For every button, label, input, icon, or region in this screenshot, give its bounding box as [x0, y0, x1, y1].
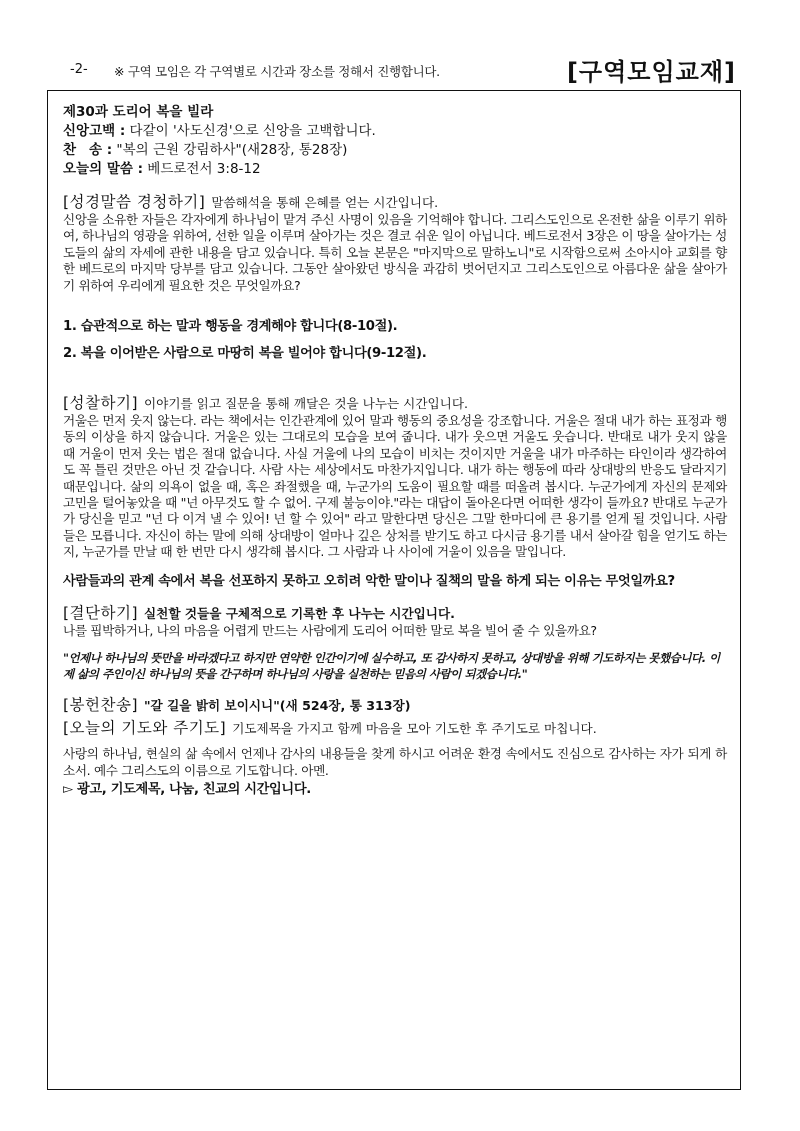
listening-body: 신앙을 소유한 자들은 각자에게 하나님이 맡겨 주신 사명이 있음을 기억해야 합니다. 그리스도인으로 온전한 삶을 이루기 위하여, 하나님의 영광을 위하여, 선한 일을 이루며 살아가는 것은 결코 쉬운 일이 아닙니다. 베드로전서 3장은 이 땅을 살아가는 성도들의 삶의 자세에 관한 내용을 담고 있습니다. 특히 오늘 본문은 "마지막으로 말하노니"로 시작함으로써 소아시아 교회를 향한 베드로의 마지막 당부를 담고 있습니다. 그동안 살아왔던 방식을 과감히 벗어던지고 그리스도인으로 아름다운 삶을 살아가기 위하여 우리에게 필요한 것은 무엇일까요?: [63, 212, 727, 293]
closing-note: ▻ 광고, 기도제목, 나눔, 친교의 시간입니다.: [63, 781, 311, 797]
decision-header: [63, 604, 727, 623]
hymn-label-b: 송 :: [89, 142, 113, 158]
confession-label: 신앙고백 :: [63, 123, 126, 139]
reflection-desc: 이야기를 읽고 질문을 통해 깨달은 것을 나누는 시간입니다.: [144, 396, 468, 412]
reflection-body: 거울은 먼저 웃지 않는다. 라는 책에서는 인간관계에 있어 말과 행동의 중요성을 강조합니다. 거울은 절대 내가 하는 표정과 행동의 이상을 하지 않습니다. 거울은 있는 그대로의 모습을 보여 줍니다. 내가 웃으면 거울도 웃습니다. 반대로 내가 웃지 않을 때 거울이 먼저 웃는 법은 절대 없습니다. 사실 거울에 나의 모습이 비치는 것이지만 거울을 내가 마주하는 타인이라 생각하여도 꼭 틀린 것만은 아닌 것 같습니다. 사람 사는 세상에서도 마찬가지입니다. 내가 하는 행동에 따라 상대방의 반응도 달라지기 때문입니다. 삶의 의욕이 없을 때, 혹은 좌절했을 때, 누군가의 도움이 필요할 때를 떠올려 봅시다. 누군가에게 자신의 문제와 고민을 털어놓았을 때 "넌 아무것도 할 수 없어. 구제 불능이야."라는 대답이 돌아온다면 어떠한 생각이 들까요? 반대로 누군가가 당신을 믿고 "넌 다 이겨 낼 수 있어! 넌 할 수 있어" 라고 말한다면 당신은 그말 한마디에 큰 용기를 얻게 될 것입니다. 사람들은 모릅니다. 자신이 하는 말에 의해 상대방이 얼마나 깊은 상처를 받기도 하고 다시금 용기를 내서 살아갈 힘을 얻기도 하는지, 누군가를 만날 때 한 번만 다시 생각해 봅시다. 그 사람과 나 사이에 거울이 있음을 말입니다.: [63, 413, 727, 560]
listening-desc: 말씀해석을 통해 은혜를 얻는 시간입니다.: [211, 195, 439, 210]
prayer-desc: 기도제목을 가지고 함께 마음을 모아 기도한 후 주기도로 마칩니다.: [232, 721, 597, 737]
confession-text: 다같이 '사도신경'으로 신앙을 고백합니다.: [125, 123, 376, 139]
decision-body: 나를 핍박하거나, 나의 마음을 어렵게 만드는 사람에게 도리어 어떠한 말로 복을 빌어 줄 수 있을까요?: [63, 622, 597, 638]
hymn-text: "복의 근원 강림하사"(새28장, 통28장): [112, 142, 348, 158]
reflection-question: 사람들과의 관계 속에서 복을 선포하지 못하고 오히려 악한 말이나 질책의 말을 하게 되는 이유는 무엇일까요?: [63, 573, 675, 589]
prayer-body: 사랑의 하나님, 현실의 삶 속에서 언제나 감사의 내용들을 찾게 하시고 어려운 환경 속에서도 진심으로 감사하는 자가 되게 하소서. 예수 그리스도의 이름으로 기도합니다. 아멘.: [63, 746, 727, 778]
prayer-header: [63, 719, 727, 738]
decision-quote: "언제나 하나님의 뜻만을 바라겠다고 하지만 연약한 인간이기에 실수하고, 또 감사하지 못하고, 상대방을 위해 기도하지는 못했습니다. 이제 삶의 주인이신 하나님의 뜻을 간구하며 하나님의 사랑을 실천하는 믿음의 사람이 되겠습니다.": [63, 651, 720, 681]
lesson-title: 제30과 도리어 복을 빌라: [63, 104, 214, 120]
reflection-header: [63, 394, 727, 413]
confession-line: [63, 122, 727, 141]
offering-hymn: "갈 길을 밝히 보이시니"(새 524장, 통 313장): [144, 698, 411, 714]
page-header: [66, 52, 736, 86]
point-1: 1. 습관적으로 하는 말과 행동을 경계해야 합니다(8-10절).: [63, 319, 398, 335]
word-label: 오늘의 말씀 :: [63, 161, 144, 177]
booklet-banner: [구역모임교재]: [566, 58, 736, 86]
content-frame: [47, 90, 741, 1090]
hymn-label-a: 찬: [63, 142, 77, 158]
decision-desc: 실천할 것들을 구체적으로 기록한 후 나누는 시간입니다.: [144, 605, 455, 621]
page-number: -2-: [70, 62, 88, 77]
listening-header: [63, 193, 727, 212]
listening-tag: [성경말씀 경청하기]: [63, 193, 206, 211]
reflection-tag: [성찰하기]: [63, 394, 138, 413]
decision-tag: [결단하기]: [63, 603, 138, 622]
lesson-content: [63, 103, 727, 798]
offering-tag: [봉헌찬송]: [63, 696, 138, 715]
word-line: [63, 160, 727, 179]
point-2: 2. 복을 이어받은 사람으로 마땅히 복을 빌어야 합니다(9-12절).: [63, 346, 427, 362]
meeting-notice: ※ 구역 모임은 각 구역별로 시간과 장소를 정해서 진행합니다.: [114, 64, 440, 79]
prayer-tag: [오늘의 기도와 주기도]: [63, 719, 227, 738]
word-text: 베드로전서 3:8-12: [143, 161, 261, 177]
hymn-line: [63, 141, 727, 160]
offering-header: [63, 696, 727, 715]
